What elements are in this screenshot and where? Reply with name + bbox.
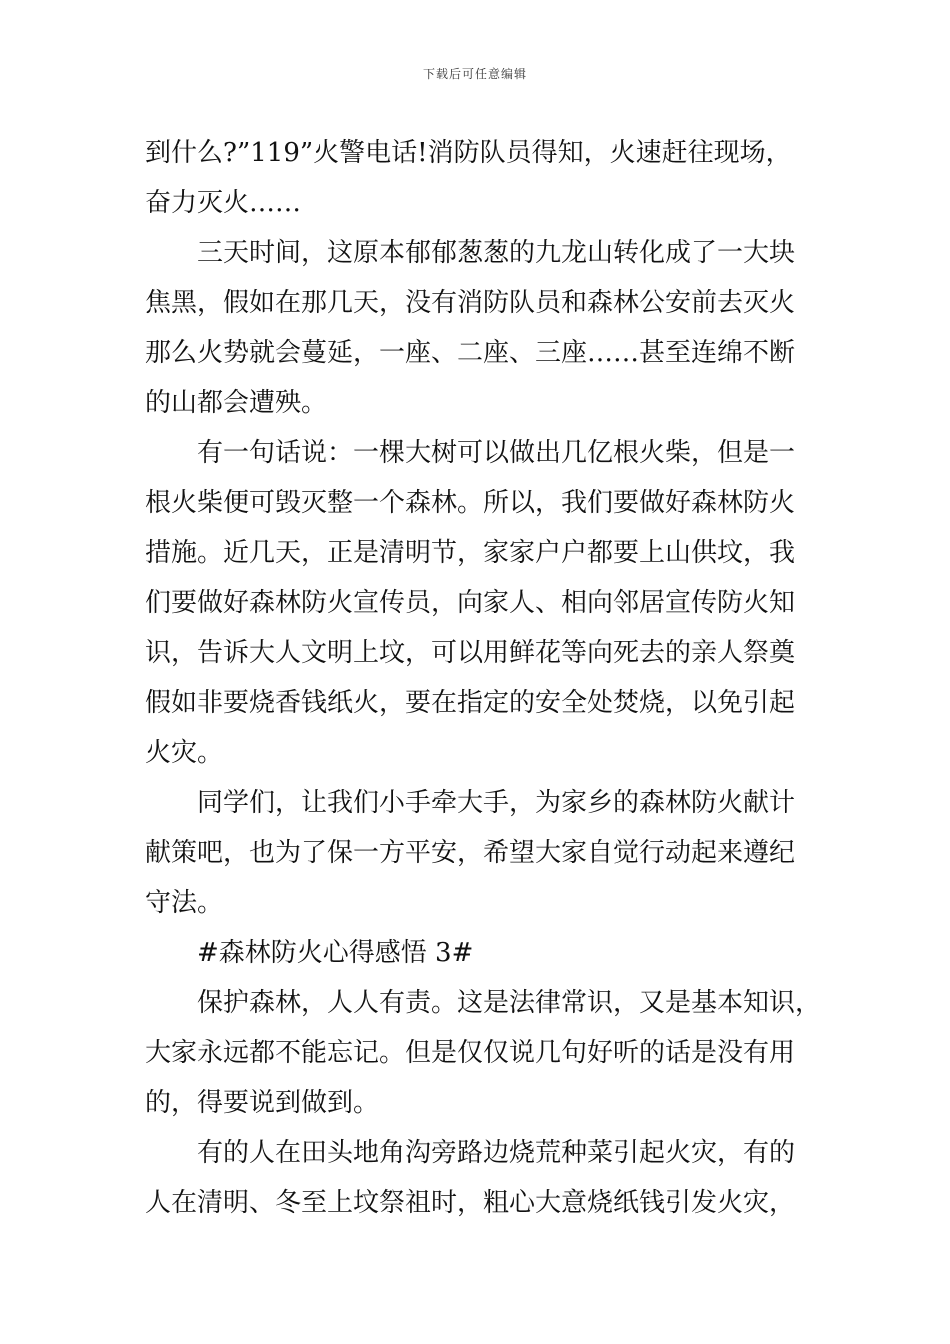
text-line: 焦黑，假如在那几天，没有消防队员和森林公安前去灭火 [145,288,796,318]
text-line: 人在清明、冬至上坟祭祖时，粗心大意烧纸钱引发火灾， [145,1188,796,1218]
text-line: 根火柴便可毁灭整一个森林。所以，我们要做好森林防火 [145,488,796,518]
text-line: 措施。近几天，正是清明节，家家户户都要上山供坟，我 [145,538,796,568]
text-line: 识，告诉大人文明上坟，可以用鲜花等向死去的亲人祭奠 [145,638,796,668]
header-note: 下载后可任意编辑 [422,67,527,81]
paragraph [145,978,822,1128]
text-line: 大家永远都不能忘记。但是仅仅说几句好听的话是没有用 [145,1038,796,1068]
text-line: 到什么?”119”火警电话!消防队员得知，火速赶往现场， [145,138,792,168]
paragraph [145,128,810,228]
text-line: 火灾。 [145,738,224,768]
text-line: 的山都会遭殃。 [145,388,328,418]
paragraph [145,1128,810,1228]
text-line: 同学们，让我们小手牵大手，为家乡的森林防火献计 [197,788,796,818]
paragraph [145,228,810,428]
text-line: 保护森林，人人有责。这是法律常识，又是基本知识， [197,988,822,1018]
text-line: 守法。 [145,888,224,918]
text-line: 那么火势就会蔓延，一座、二座、三座……甚至连绵不断 [145,338,796,368]
paragraph [145,428,810,778]
text-line: 有一句话说：一棵大树可以做出几亿根火柴，但是一 [197,438,796,468]
text-line: 有的人在田头地角沟旁路边烧荒种菜引起火灾，有的 [197,1138,796,1168]
text-line: 奋力灭火…… [145,188,302,218]
text-line: 献策吧，也为了保一方平安，希望大家自觉行动起来遵纪 [145,838,796,868]
document-body [145,128,822,1228]
text-line: 们要做好森林防火宣传员，向家人、相向邻居宣传防火知 [145,588,796,618]
text-line: 的，得要说到做到。 [145,1088,380,1118]
text-line: #森林防火心得感悟 3# [197,938,474,968]
paragraph [145,778,810,928]
paragraph [145,928,810,978]
text-line: 假如非要烧香钱纸火，要在指定的安全处焚烧，以免引起 [145,688,796,718]
text-line: 三天时间，这原本郁郁葱葱的九龙山转化成了一大块 [197,238,796,268]
